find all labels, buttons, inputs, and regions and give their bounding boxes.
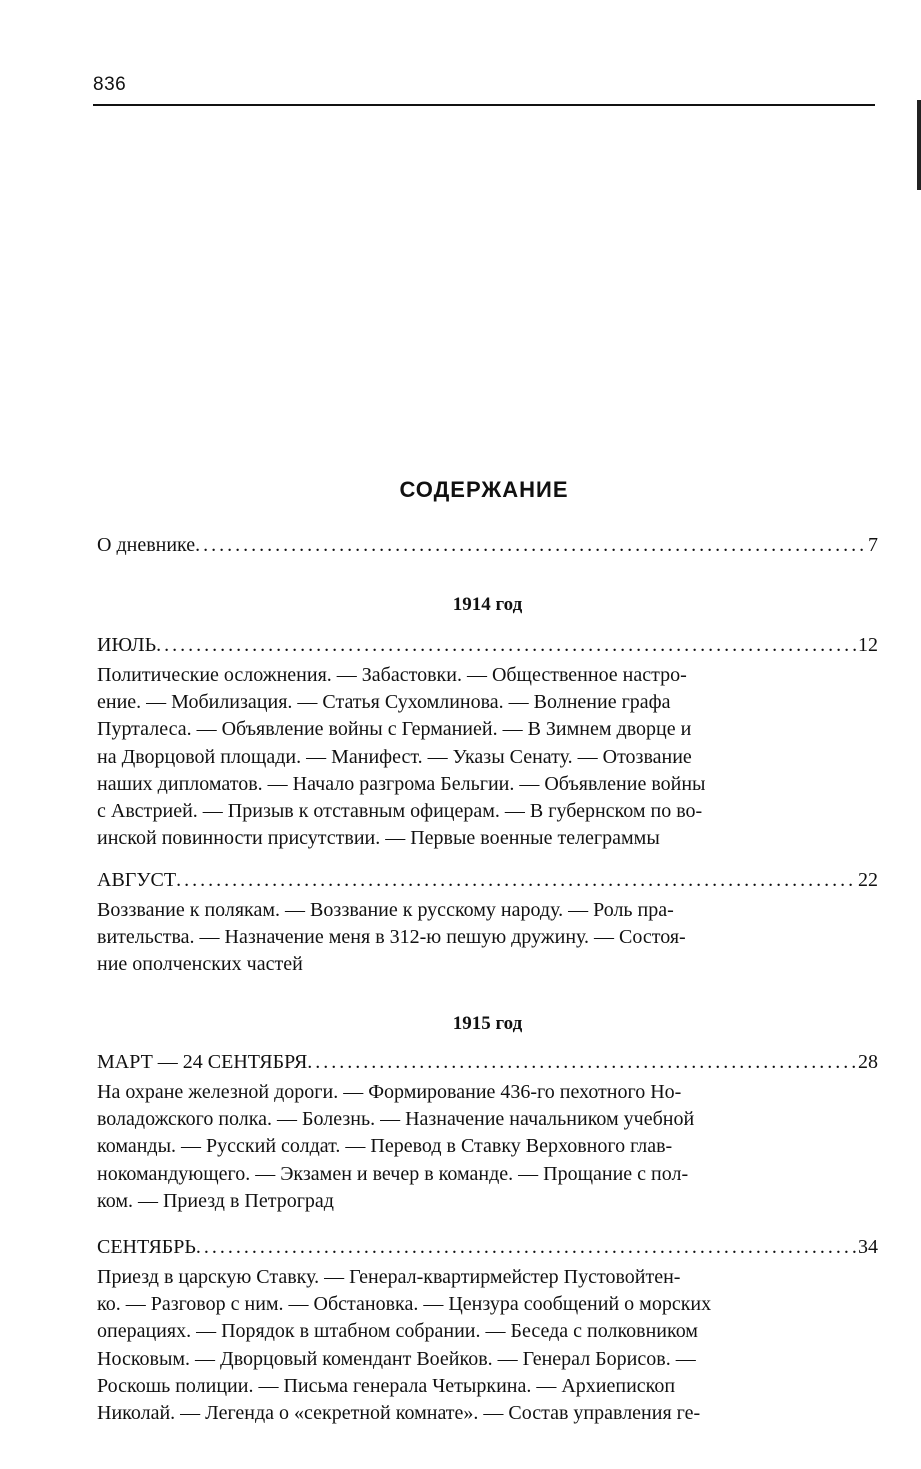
scan-edge-mark: [917, 100, 921, 190]
description-line: ком. — Приезд в Петроград: [97, 1189, 334, 1212]
description-line: на Дворцовой площади. — Манифест. — Указы Сенату. — Отозвание: [97, 745, 692, 768]
year-heading-1914: 1914 год: [452, 594, 523, 615]
toc-entry-label: О дневнике: [97, 534, 196, 556]
toc-entry-page: 28: [858, 1051, 878, 1073]
toc-entry-description: [97, 1079, 878, 1215]
dot-leader: [307, 1051, 856, 1074]
dot-leader: [196, 1236, 856, 1259]
dot-leader: [176, 869, 856, 892]
description-line: Приезд в царскую Ставку. — Генерал-квартирмейстер Пустовойтен-: [97, 1266, 681, 1288]
description-line: Пурталеса. — Объявление войны с Германией. — В Зимнем дворце и: [97, 718, 692, 741]
description-line: Политические осложнения. — Забастовки. — Общественное настро-: [97, 664, 687, 686]
description-line: команды. — Русский солдат. — Перевод в Ставку Верховного глав-: [97, 1135, 673, 1158]
toc-entry-page: 22: [858, 869, 878, 891]
description-line: Воззвание к полякам. — Воззвание к русскому народу. — Роль пра-: [97, 899, 674, 921]
description-line: вительства. — Назначение меня в 312-ю пешую дружину. — Состоя-: [97, 926, 686, 949]
page-number: 836: [93, 74, 127, 95]
description-line: ние ополченских частей: [97, 953, 303, 976]
dot-leader: [156, 634, 856, 657]
toc-entry-august: [97, 869, 878, 979]
header-rule: [93, 104, 875, 106]
description-line: наших дипломатов. — Начало разгрома Бельгии. — Объявление войны: [97, 772, 706, 795]
description-line: На охране железной дороги. — Формирование 436-го пехотного Но-: [97, 1081, 682, 1103]
toc-entry-page: 7: [868, 534, 878, 556]
toc-entry-label: СЕНТЯБРЬ: [97, 1236, 196, 1258]
toc-entry-july: [97, 634, 878, 852]
description-line: ко. — Разговор с ним. — Обстановка. — Цензура сообщений о морских: [97, 1293, 712, 1316]
toc-entry-intro: [97, 534, 878, 562]
description-line: Николай. — Легенда о «секретной комнате». — Состав управления ге-: [97, 1402, 701, 1425]
toc-entry-september: [97, 1236, 878, 1427]
description-line: с Австрией. — Призыв к отставным офицерам. — В губернском по во-: [97, 800, 703, 823]
dot-leader: [195, 534, 866, 557]
toc-entry-description: [97, 1264, 878, 1427]
description-line: нокомандующего. — Экзамен и вечер в команде. — Прощание с пол-: [97, 1162, 689, 1185]
description-line: инской повинности присутствии. — Первые военные телеграммы: [97, 827, 660, 850]
description-line: Роскошь полиции. — Письма генерала Четыркина. — Архиепископ: [97, 1374, 676, 1397]
toc-entry-label: ИЮЛЬ: [97, 634, 157, 656]
description-line: воладожского полка. — Болезнь. — Назначение начальником учебной: [97, 1108, 695, 1131]
toc-entry-label: АВГУСТ: [97, 869, 177, 891]
description-line: операциях. — Порядок в штабном собрании. — Беседа с полковником: [97, 1320, 698, 1343]
toc-entry-page: 12: [858, 634, 878, 656]
toc-entry-march-september: [97, 1051, 878, 1215]
toc-entry-description: [97, 662, 878, 852]
year-heading-1915: 1915 год: [452, 1013, 523, 1034]
toc-entry-page: 34: [858, 1236, 878, 1258]
description-line: Носковым. — Дворцовый комендант Воейков. — Генерал Борисов. —: [97, 1347, 696, 1370]
description-line: ение. — Мобилизация. — Статья Сухомлинова. — Волнение графа: [97, 691, 671, 714]
toc-entry-description: [97, 897, 878, 979]
toc-entry-label: МАРТ — 24 СЕНТЯБРЯ: [97, 1051, 308, 1073]
contents-title: СОДЕРЖАНИЕ: [399, 477, 569, 502]
